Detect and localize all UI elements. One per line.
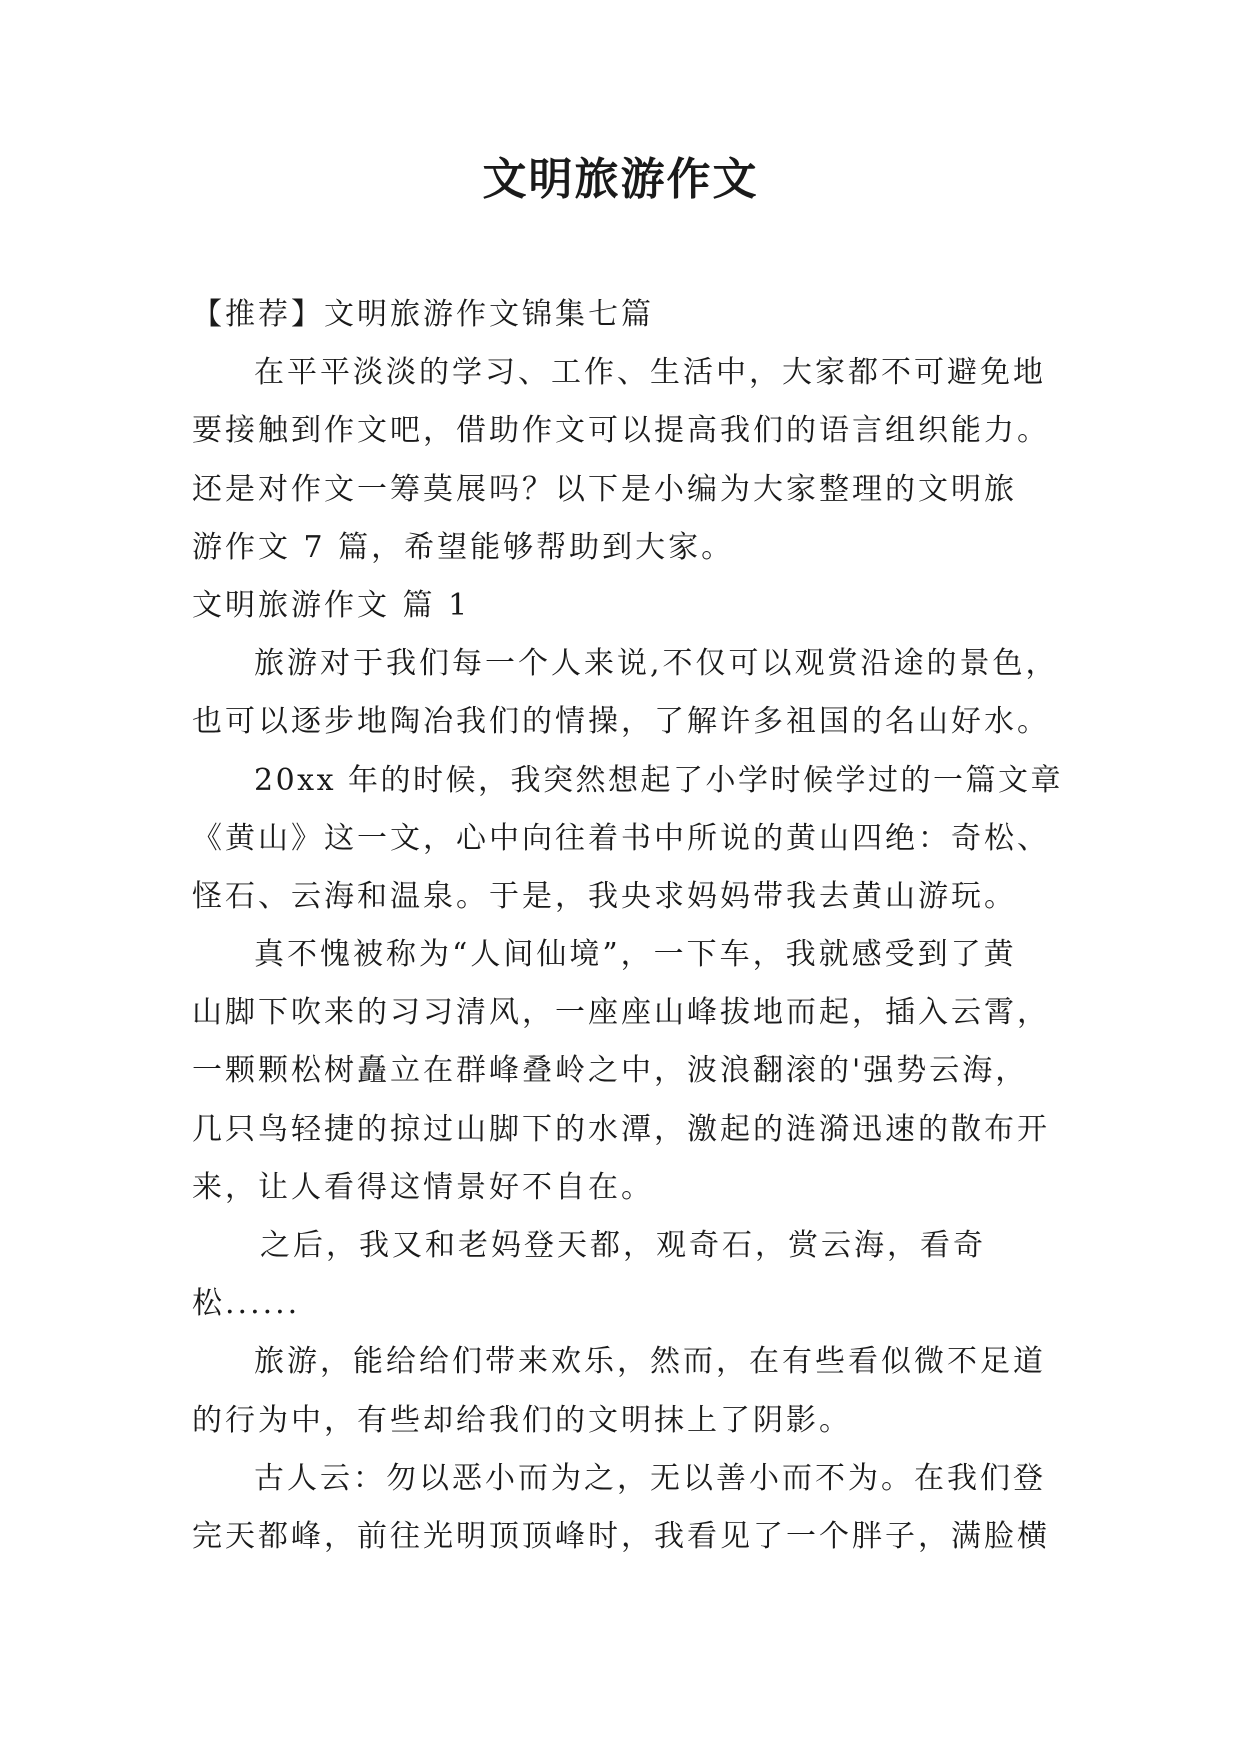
- paragraph-line: 之后，我又和老妈登天都，观奇石，赏云海，看奇: [260, 1228, 986, 1263]
- paragraph-line: 还是对作文一筹莫展吗？以下是小编为大家整理的文明旅: [192, 471, 1017, 507]
- subtitle-line: 【推荐】文明旅游作文锦集七篇: [192, 297, 654, 332]
- paragraph-line: 怪石、云海和温泉。于是，我央求妈妈带我去黄山游玩。: [192, 878, 1017, 914]
- document-title: 文明旅游作文: [482, 154, 759, 205]
- paragraph-line: 一颗颗松树矗立在群峰叠岭之中，波浪翻滚的'强势云海，: [192, 1053, 1029, 1089]
- paragraph-line: 山脚下吹来的习习清风，一座座山峰拔地而起，插入云霄，: [192, 995, 1050, 1031]
- paragraph-line: 在平平淡淡的学习、工作、生活中，大家都不可避免地: [254, 355, 1046, 391]
- paragraph-line: 要接触到作文吧，借助作文可以提高我们的语言组织能力。: [192, 413, 1050, 449]
- paragraph-line: 旅游对于我们每一个人来说,不仅可以观赏沿途的景色，: [254, 646, 1059, 682]
- paragraph-line: 几只鸟轻捷的掠过山脚下的水潭，激起的涟漪迅速的散布开: [192, 1111, 1050, 1147]
- paragraph-line: 松......: [192, 1286, 301, 1322]
- paragraph-line: 完天都峰，前往光明顶顶峰时，我看见了一个胖子，满脸横: [192, 1518, 1050, 1554]
- paragraph-line: 来，让人看得这情景好不自在。: [192, 1169, 654, 1205]
- section-heading: 文明旅游作文 篇 1: [192, 587, 471, 623]
- paragraph-line: 也可以逐步地陶冶我们的情操，了解许多祖国的名山好水。: [192, 704, 1050, 740]
- document-body: [192, 286, 1072, 1566]
- paragraph-line: 《黄山》这一文，心中向往着书中所说的黄山四绝：奇松、: [192, 820, 1050, 856]
- paragraph-line: 真不愧被称为“人间仙境”，一下车，我就感受到了黄: [254, 937, 1017, 973]
- paragraph-line: 旅游，能给给们带来欢乐，然而，在有些看似微不足道: [254, 1344, 1046, 1380]
- paragraph-line: 游作文 7 篇，希望能够帮助到大家。: [192, 529, 735, 565]
- paragraph-line: 古人云：勿以恶小而为之，无以善小而不为。在我们登: [254, 1460, 1046, 1496]
- paragraph-line: 的行为中，有些却给我们的文明抹上了阴影。: [192, 1402, 852, 1438]
- paragraph-line: 20xx 年的时候，我突然想起了小学时候学过的一篇文章: [254, 762, 1064, 798]
